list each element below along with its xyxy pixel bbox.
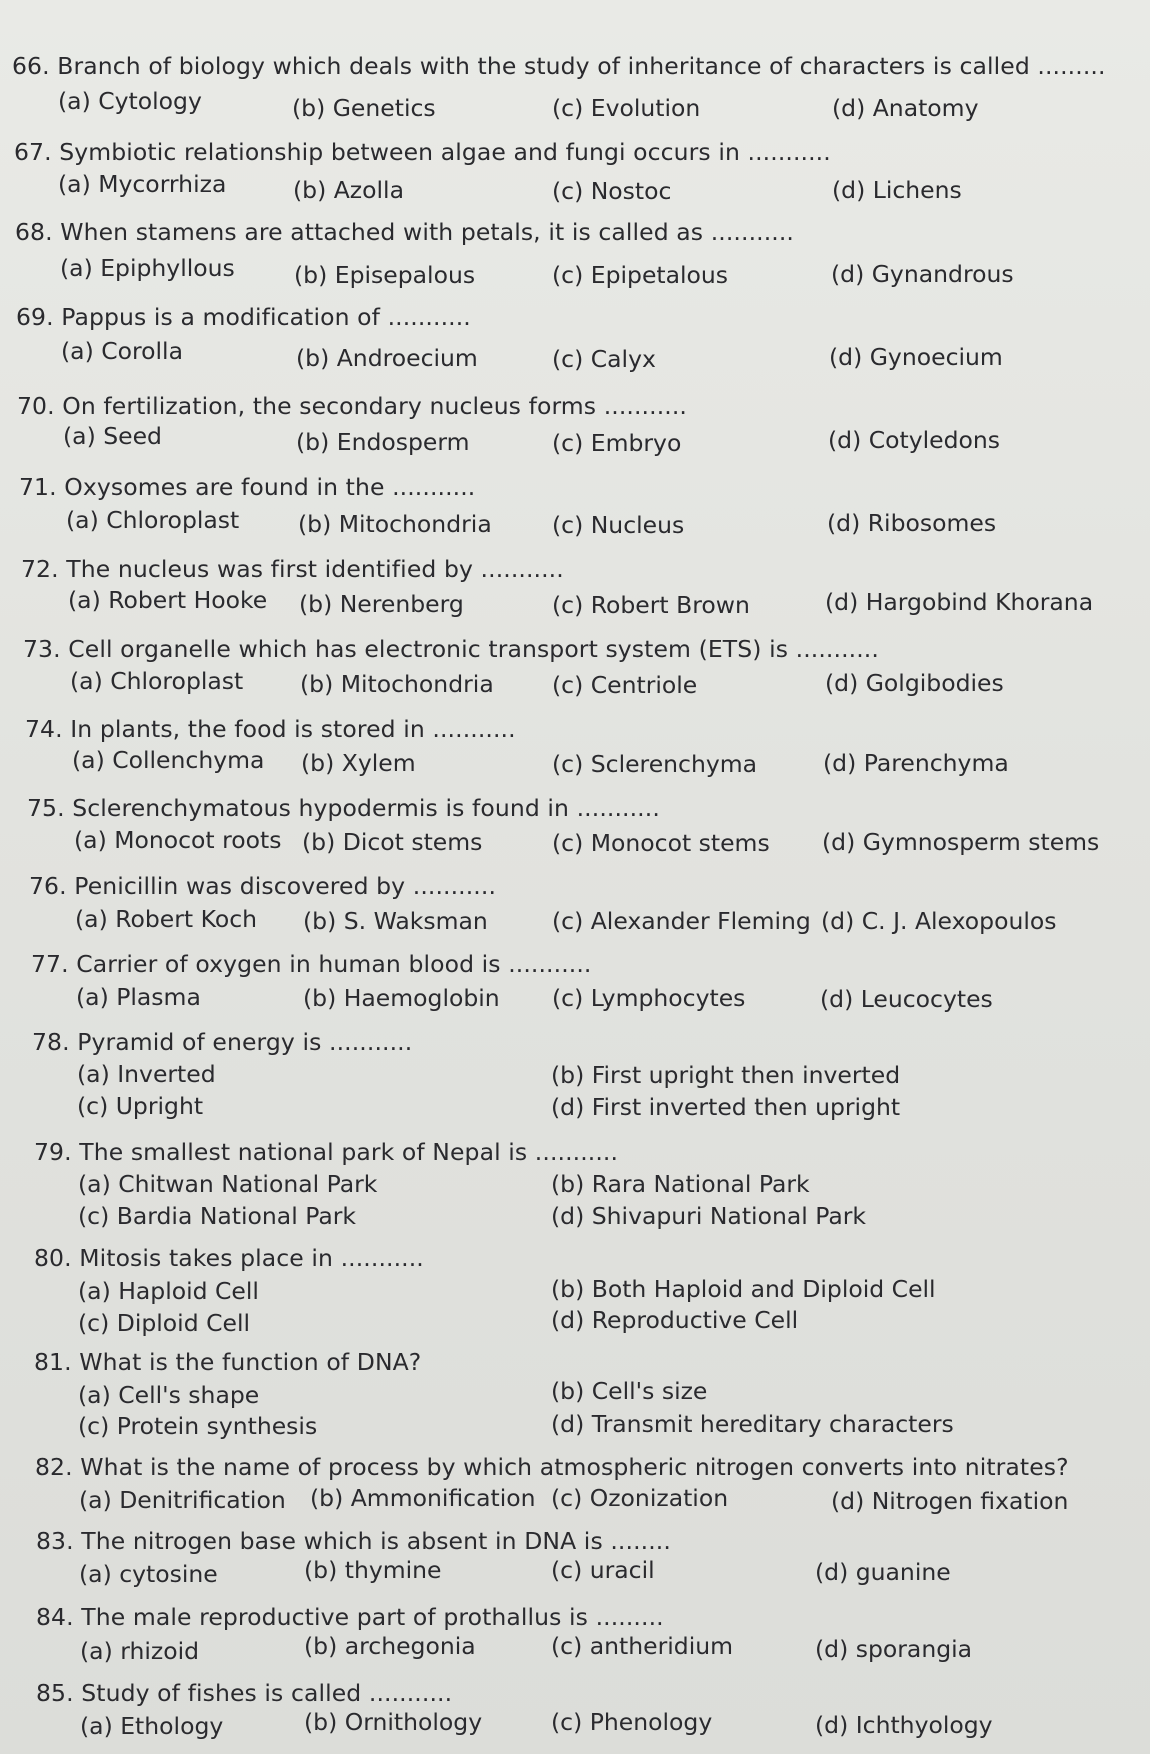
option-d: (d) guanine (815, 1558, 951, 1586)
option-b: (b) Both Haploid and Diploid Cell (551, 1275, 936, 1303)
option-d: (d) Shivapuri National Park (551, 1202, 867, 1230)
option-c: (c) Ozonization (551, 1484, 729, 1512)
option-d: (d) Gynoecium (829, 343, 1003, 371)
question-text: 77. Carrier of oxygen in human blood is ........... (31, 950, 592, 978)
question-text: 72. The nucleus was first identified by ........... (21, 555, 564, 583)
question-text: 80. Mitosis takes place in ........... (34, 1244, 424, 1272)
option-d: (d) C. J. Alexopoulos (821, 907, 1057, 935)
option-b: (b) Genetics (292, 94, 436, 122)
question-text: 67. Symbiotic relationship between algae and fungi occurs in ........... (14, 138, 831, 166)
option-a: (a) Cell's shape (78, 1381, 260, 1409)
option-c: (c) Monocot stems (552, 829, 770, 857)
option-b: (b) Ammonification (310, 1484, 536, 1512)
option-a: (a) Corolla (61, 337, 183, 365)
question-text: 81. What is the function of DNA? (34, 1348, 422, 1376)
question-text: 69. Pappus is a modification of ........... (16, 303, 471, 331)
option-b: (b) Dicot stems (302, 828, 483, 856)
option-a: (a) Monocot roots (74, 826, 282, 854)
option-c: (c) Alexander Fleming (552, 907, 811, 935)
option-d: (d) Hargobind Khorana (825, 588, 1094, 616)
option-d: (d) Ichthyology (815, 1711, 993, 1739)
option-b: (b) Endosperm (296, 428, 470, 456)
option-a: (a) Robert Koch (75, 905, 258, 933)
question-text: 73. Cell organelle which has electronic transport system (ETS) is ........... (23, 635, 879, 663)
option-b: (b) Mitochondria (300, 670, 494, 698)
option-c: (c) Robert Brown (552, 591, 750, 619)
option-b: (b) Cell's size (551, 1377, 708, 1405)
option-c: (c) Epipetalous (552, 261, 729, 289)
option-a: (a) Collenchyma (72, 746, 265, 774)
option-a: (a) Denitrification (79, 1486, 286, 1514)
option-d: (d) sporangia (815, 1635, 973, 1663)
option-a: (a) rhizoid (80, 1637, 200, 1665)
option-d: (d) First inverted then upright (551, 1093, 901, 1121)
option-c: (c) Sclerenchyma (552, 750, 758, 778)
option-c: (c) Phenology (551, 1708, 713, 1736)
question-text: 85. Study of fishes is called ........... (36, 1679, 453, 1707)
question-text: 70. On fertilization, the secondary nucleus forms ........... (17, 392, 687, 420)
option-b: (b) Episepalous (294, 261, 476, 289)
option-b: (b) archegonia (304, 1632, 476, 1660)
option-c: (c) Nostoc (552, 177, 672, 205)
question-text: 71. Oxysomes are found in the ........... (19, 473, 476, 501)
option-c: (c) Lymphocytes (552, 984, 746, 1012)
option-c: (c) Bardia National Park (78, 1202, 356, 1230)
option-d: (d) Leucocytes (820, 985, 993, 1013)
option-b: (b) Rara National Park (551, 1170, 810, 1198)
option-d: (d) Cotyledons (828, 426, 1001, 454)
question-text: 76. Penicillin was discovered by ........... (29, 872, 497, 900)
option-b: (b) Ornithology (304, 1708, 483, 1736)
option-c: (c) Centriole (552, 671, 698, 699)
question-text: 74. In plants, the food is stored in ........... (25, 715, 516, 743)
question-text: 66. Branch of biology which deals with the study of inheritance of characters is called ......... (12, 52, 1106, 80)
question-text: 84. The male reproductive part of prothallus is ......... (36, 1603, 664, 1631)
option-c: (c) Upright (77, 1092, 204, 1120)
option-a: (a) Ethology (80, 1712, 224, 1740)
option-b: (b) Nerenberg (299, 590, 464, 618)
option-c: (c) antheridium (551, 1632, 734, 1660)
question-text: 78. Pyramid of energy is ........... (32, 1028, 413, 1056)
option-b: (b) Haemoglobin (303, 984, 500, 1012)
option-d: (d) Ribosomes (827, 509, 997, 537)
option-d: (d) Anatomy (832, 94, 979, 122)
question-text: 79. The smallest national park of Nepal is ........... (34, 1138, 619, 1166)
option-b: (b) Androecium (296, 344, 478, 372)
option-a: (a) cytosine (79, 1560, 218, 1588)
option-d: (d) Golgibodies (825, 669, 1004, 697)
option-c: (c) Diploid Cell (78, 1309, 251, 1337)
option-c: (c) uracil (551, 1556, 655, 1584)
option-d: (d) Gynandrous (831, 260, 1014, 288)
option-b: (b) First upright then inverted (551, 1061, 901, 1089)
option-b: (b) Xylem (301, 749, 416, 777)
option-a: (a) Inverted (77, 1060, 216, 1088)
option-c: (c) Evolution (552, 94, 701, 122)
option-c: (c) Nucleus (552, 511, 685, 539)
option-d: (d) Transmit hereditary characters (551, 1410, 954, 1438)
option-a: (a) Cytology (58, 87, 202, 115)
option-d: (d) Gymnosperm stems (822, 828, 1100, 856)
option-b: (b) S. Waksman (303, 907, 488, 935)
option-a: (a) Chitwan National Park (78, 1170, 378, 1198)
option-d: (d) Lichens (832, 176, 962, 204)
option-a: (a) Epiphyllous (60, 254, 235, 282)
option-c: (c) Calyx (552, 345, 656, 373)
question-text: 83. The nitrogen base which is absent in DNA is ........ (36, 1527, 671, 1555)
question-text: 82. What is the name of process by which atmospheric nitrogen converts into nitrates? (35, 1453, 1069, 1481)
option-a: (a) Seed (63, 422, 162, 450)
option-a: (a) Chloroplast (66, 506, 240, 534)
option-a: (a) Chloroplast (70, 667, 244, 695)
option-a: (a) Haploid Cell (78, 1277, 259, 1305)
option-b: (b) Mitochondria (298, 510, 492, 538)
option-d: (d) Nitrogen fixation (831, 1487, 1069, 1515)
question-text: 68. When stamens are attached with petals, it is called as ........... (15, 218, 794, 246)
option-a: (a) Mycorrhiza (58, 170, 227, 198)
question-text: 75. Sclerenchymatous hypodermis is found in ........... (27, 794, 660, 822)
option-a: (a) Plasma (76, 983, 201, 1011)
option-d: (d) Parenchyma (823, 749, 1009, 777)
option-c: (c) Embryo (552, 429, 682, 457)
option-b: (b) Azolla (293, 176, 404, 204)
option-a: (a) Robert Hooke (68, 586, 268, 614)
option-d: (d) Reproductive Cell (551, 1306, 799, 1334)
option-b: (b) thymine (304, 1556, 442, 1584)
option-c: (c) Protein synthesis (78, 1412, 318, 1440)
